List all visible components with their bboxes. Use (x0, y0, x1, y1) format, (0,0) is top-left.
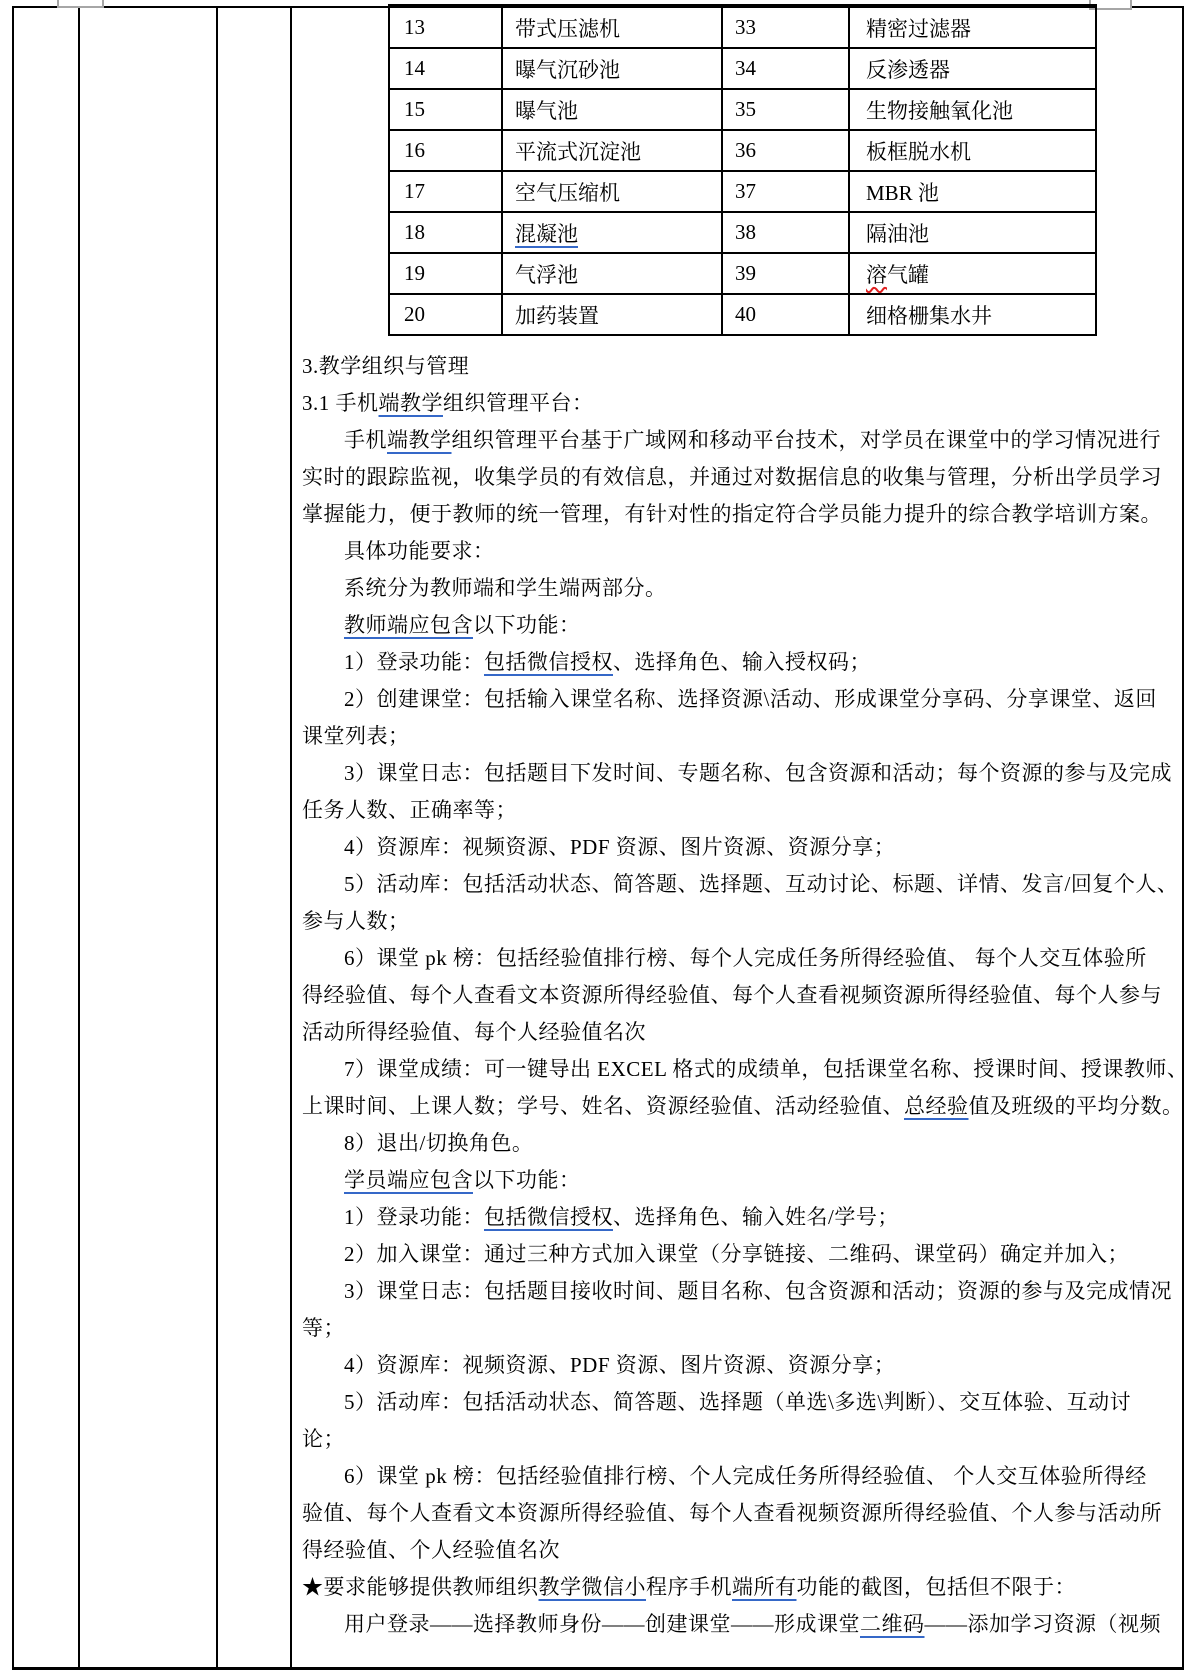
equipment-table-row (389, 89, 1096, 130)
equipment-table-row (389, 253, 1096, 294)
text-run: 5）活动库：包括活动状态、简答题、选择题（单选\多选\判断）、交互体验、互动讨 (344, 1390, 1132, 1414)
body-text-line (302, 718, 1182, 755)
equipment-table-row (389, 6, 1096, 48)
body-text-line (302, 866, 1182, 903)
text-run: 8）退出/切换角色。 (344, 1131, 534, 1155)
body-text-line (302, 755, 1182, 792)
equipment-name-cell (502, 89, 722, 130)
text-run: 等； (302, 1316, 345, 1340)
text-run: 论； (302, 1427, 345, 1451)
underlined-revision-text: 包括微信授权 (484, 650, 613, 674)
text-run: 程序手机 (646, 1575, 732, 1599)
body-text-line (302, 385, 1182, 422)
text-run: 1）登录功能： (344, 1205, 484, 1229)
body-text-line (302, 829, 1182, 866)
underlined-revision-text: 教师端应包含 (344, 613, 473, 637)
body-text-line (302, 348, 1182, 385)
outer-table-bottom-border (12, 1667, 1184, 1670)
equipment-table-body (389, 6, 1096, 335)
text-run: 组织管理平台： (443, 391, 594, 415)
text-run: 2）加入课堂：通过三种方式加入课堂（分享链接、二维码、课堂码）确定并加入； (344, 1242, 1129, 1266)
text-run: 、选择角色、输入姓名/学号； (613, 1205, 899, 1229)
body-text-line (302, 533, 1182, 570)
underlined-revision-text: 总经验 (904, 1094, 969, 1118)
equipment-no-cell: 38 (722, 212, 849, 253)
text-run: 气罐 (887, 262, 929, 287)
text-run: 3.1 手机 (302, 391, 379, 415)
outer-table-right-border (1182, 6, 1184, 1669)
equipment-name-cell (502, 253, 722, 294)
text-run: 1）登录功能： (344, 650, 484, 674)
equipment-table-row (389, 130, 1096, 171)
text-run: 6）课堂 pk 榜：包括经验值排行榜、每个人完成任务所得经验值、 每个人交互体验所 (344, 946, 1147, 970)
text-run: 验值、每个人查看文本资源所得经验值、每个人查看视频资源所得经验值、个人参与活动所 (302, 1501, 1162, 1525)
body-text-line (302, 1458, 1182, 1495)
text-run: 课堂列表； (302, 724, 410, 748)
body-text-line (302, 1569, 1182, 1606)
equipment-no-cell: 13 (389, 6, 502, 48)
equipment-no-cell: 17 (389, 171, 502, 212)
equipment-name-cell (502, 6, 722, 48)
body-text-line (302, 1273, 1182, 1310)
text-run: 活动所得经验值、每个人经验值名次 (302, 1020, 646, 1044)
text-run: 任务人数、正确率等； (302, 798, 517, 822)
equipment-no-cell: 14 (389, 48, 502, 89)
body-text-line (302, 1088, 1182, 1125)
text-run: 组织管理平台基于广域网和移动平台技术，对学员在课堂中的学习情况进行 (451, 428, 1161, 452)
underlined-revision-text: 二维码 (860, 1612, 925, 1636)
body-text-line (302, 1051, 1189, 1088)
equipment-table-row (389, 294, 1096, 335)
equipment-no-cell: 36 (722, 130, 849, 171)
body-text-line (302, 1384, 1182, 1421)
text-run: 掌握能力，便于教师的统一管理，有针对性的指定符合学员能力提升的综合教学培训方案。 (302, 502, 1162, 526)
underlined-revision-text: 教学微信小 (538, 1575, 646, 1599)
body-text-line (302, 1162, 1182, 1199)
text-run: 、选择角色、输入授权码； (613, 650, 871, 674)
underlined-revision-text: 混凝池 (515, 221, 578, 246)
equipment-no-cell: 37 (722, 171, 849, 212)
text-run: 3.教学组织与管理 (302, 354, 470, 378)
body-text-line (302, 1421, 1182, 1458)
text-run: 3）课堂日志：包括题目接收时间、题目名称、包含资源和活动；资源的参与及完成情况 (344, 1279, 1172, 1303)
outer-table-column-divider-1 (78, 6, 80, 1669)
equipment-no-cell: 35 (722, 89, 849, 130)
text-run: 加药装置 (515, 303, 599, 328)
outer-table-column-divider-3 (290, 6, 292, 1669)
text-run: 4）资源库：视频资源、PDF 资源、图片资源、资源分享； (344, 1353, 896, 1377)
text-run: 4）资源库：视频资源、PDF 资源、图片资源、资源分享； (344, 835, 896, 859)
body-text-line (302, 1310, 1182, 1347)
text-run: 生物接触氧化池 (866, 98, 1013, 123)
equipment-no-cell: 33 (722, 6, 849, 48)
equipment-no-cell: 40 (722, 294, 849, 335)
equipment-no-cell: 39 (722, 253, 849, 294)
body-text-line (302, 1532, 1182, 1569)
equipment-table (388, 4, 1097, 336)
text-run: 手机 (344, 428, 387, 452)
text-run: 精密过滤器 (866, 16, 971, 41)
body-text-line (302, 940, 1182, 977)
body-text-line (302, 496, 1182, 533)
body-text-line (302, 792, 1182, 829)
body-text-line (302, 459, 1182, 496)
text-run: 参与人数； (302, 909, 410, 933)
body-text-line (302, 1199, 1182, 1236)
equipment-name-cell (849, 48, 1096, 89)
body-text-line (302, 1014, 1182, 1051)
body-text-line (302, 1125, 1182, 1162)
text-run: 7）课堂成绩：可一键导出 EXCEL 格式的成绩单，包括课堂名称、授课时间、授课教师、 (344, 1057, 1189, 1081)
equipment-no-cell: 34 (722, 48, 849, 89)
text-run: 值及班级的平均分数。 (968, 1094, 1184, 1118)
text-run: 细格栅集水井 (866, 303, 992, 328)
text-run: 曝气池 (515, 98, 578, 123)
text-run: 气浮池 (515, 262, 578, 287)
text-run: 隔油池 (866, 221, 929, 246)
equipment-name-cell (502, 171, 722, 212)
text-run: 空气压缩机 (515, 180, 620, 205)
body-text-line (302, 1495, 1182, 1532)
text-run: 功能的截图，包括但不限于： (796, 1575, 1076, 1599)
text-run: 系统分为教师端和学生端两部分。 (344, 576, 667, 600)
body-text-line (302, 903, 1182, 940)
outer-table-left-border (12, 6, 14, 1669)
equipment-name-cell (502, 212, 722, 253)
text-run: 曝气沉砂池 (515, 57, 620, 82)
body-text-line (302, 1236, 1182, 1273)
equipment-name-cell (849, 171, 1096, 212)
body-text-line (302, 422, 1182, 459)
equipment-table-row (389, 171, 1096, 212)
text-run: 2）创建课堂：包括输入课堂名称、选择资源\活动、形成课堂分享码、分享课堂、返回 (344, 687, 1157, 711)
text-run: 板框脱水机 (866, 139, 971, 164)
equipment-name-cell (502, 48, 722, 89)
text-run: 得经验值、每个人查看文本资源所得经验值、每个人查看视频资源所得经验值、每个人参与 (302, 983, 1162, 1007)
equipment-no-cell: 15 (389, 89, 502, 130)
text-run: 实时的跟踪监视，收集学员的有效信息，并通过对数据信息的收集与管理，分析出学员学习 (302, 465, 1162, 489)
equipment-name-cell (502, 130, 722, 171)
text-run: 以下功能： (473, 1168, 581, 1192)
equipment-name-cell (502, 294, 722, 335)
text-run: 以下功能： (473, 613, 581, 637)
text-run: ★要求能够提供教师组织 (302, 1575, 539, 1599)
text-run: ——添加学习资源（视频 (924, 1612, 1161, 1636)
equipment-name-cell (849, 294, 1096, 335)
text-run: 3）课堂日志：包括题目下发时间、专题名称、包含资源和活动；每个资源的参与及完成 (344, 761, 1172, 785)
spellcheck-flagged-text: 溶 (866, 262, 887, 287)
equipment-name-cell (849, 253, 1096, 294)
body-text-line (302, 644, 1182, 681)
text-run: 反渗透器 (866, 57, 950, 82)
body-text-line (302, 1347, 1182, 1384)
text-run: 具体功能要求： (344, 539, 495, 563)
body-text-line (302, 681, 1182, 718)
requirements-text-block (302, 348, 1189, 1643)
underlined-revision-text: 端教学 (387, 428, 452, 452)
underlined-revision-text: 学员端应包含 (344, 1168, 473, 1192)
body-text-line (302, 977, 1182, 1014)
text-run: 上课时间、上课人数；学号、姓名、资源经验值、活动经验值、 (302, 1094, 904, 1118)
equipment-no-cell: 19 (389, 253, 502, 294)
outer-table-column-divider-2 (216, 6, 218, 1669)
text-run: 平流式沉淀池 (515, 139, 641, 164)
equipment-no-cell: 16 (389, 130, 502, 171)
body-text-line (302, 1606, 1182, 1643)
text-run: 带式压滤机 (515, 16, 620, 41)
underlined-revision-text: 端教学 (378, 391, 443, 415)
equipment-name-cell (849, 212, 1096, 253)
text-run: 6）课堂 pk 榜：包括经验值排行榜、个人完成任务所得经验值、 个人交互体验所得经 (344, 1464, 1147, 1488)
text-run: 得经验值、个人经验值名次 (302, 1538, 560, 1562)
body-text-line (302, 607, 1182, 644)
equipment-no-cell: 20 (389, 294, 502, 335)
equipment-name-cell (849, 89, 1096, 130)
equipment-no-cell: 18 (389, 212, 502, 253)
text-run: 用户登录——选择教师身份——创建课堂——形成课堂 (344, 1612, 860, 1636)
body-text-line (302, 570, 1182, 607)
equipment-name-cell (849, 130, 1096, 171)
text-run: MBR 池 (866, 180, 939, 205)
page-cut-artifact-left (57, 0, 104, 8)
underlined-revision-text: 包括微信授权 (484, 1205, 613, 1229)
equipment-table-row (389, 48, 1096, 89)
equipment-table-row (389, 212, 1096, 253)
underlined-revision-text: 端所有 (732, 1575, 797, 1599)
equipment-name-cell (849, 6, 1096, 48)
text-run: 5）活动库：包括活动状态、简答题、选择题、互动讨论、标题、详情、发言/回复个人、 (344, 872, 1179, 896)
